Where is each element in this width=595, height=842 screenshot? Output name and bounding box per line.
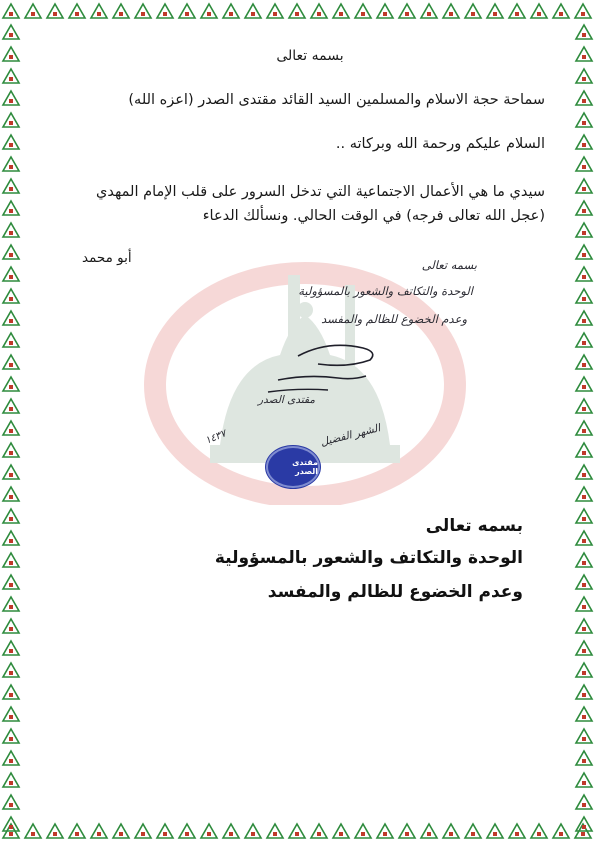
border-motif-dot: [515, 832, 519, 836]
border-motif-dot: [582, 99, 586, 103]
border-motif-dot: [582, 693, 586, 697]
border-motif-dot: [9, 143, 13, 147]
border-motif-dot: [582, 253, 586, 257]
letter-addressee: سماحة حجة الاسلام والمسلمين السيد القائد مقتدى الصدر (اعزه الله): [128, 92, 545, 108]
border-motif-dot: [9, 253, 13, 257]
border-motif-dot: [207, 832, 211, 836]
border-motif-dot: [582, 671, 586, 675]
border-motif-dot: [582, 165, 586, 169]
border-motif-dot: [9, 275, 13, 279]
border-motif-dot: [582, 737, 586, 741]
border-motif-dot: [9, 363, 13, 367]
letter-signature: أبو محمد: [82, 250, 132, 266]
border-motif-dot: [339, 12, 343, 16]
border-motif-dot: [9, 693, 13, 697]
border-motif-dot: [53, 12, 57, 16]
border-motif-dot: [582, 803, 586, 807]
border-top: [0, 0, 595, 22]
border-motif-dot: [317, 12, 321, 16]
border-motif-dot: [251, 832, 255, 836]
border-motif-dot: [383, 12, 387, 16]
border-motif-dot: [229, 12, 233, 16]
border-motif-dot: [9, 561, 13, 565]
border-motif-dot: [207, 12, 211, 16]
letter-body-line-1: سيدي ما هي الأعمال الاجتماعية التي تدخل السرور على قلب الإمام المهدي: [96, 184, 545, 200]
letter-heading: بسمه تعالى: [276, 48, 344, 64]
border-motif-dot: [9, 517, 13, 521]
border-motif-dot: [537, 12, 541, 16]
transcription-line-3: وعدم الخضوع للظالم والمفسد: [267, 582, 523, 602]
border-motif-dot: [75, 12, 79, 16]
border-motif-dot: [75, 832, 79, 836]
border-motif-dot: [141, 832, 145, 836]
border-motif-dot: [493, 832, 497, 836]
border-motif-dot: [582, 583, 586, 587]
border-motif-dot: [582, 825, 586, 829]
border-motif-dot: [582, 517, 586, 521]
border-motif-dot: [185, 12, 189, 16]
handwritten-signer-name: مقتدى الصدر: [258, 394, 315, 406]
border-motif-dot: [582, 781, 586, 785]
border-right: [573, 0, 595, 842]
border-motif-dot: [493, 12, 497, 16]
border-motif-dot: [31, 12, 35, 16]
border-motif-dot: [9, 33, 13, 37]
border-motif-dot: [9, 429, 13, 433]
border-motif-dot: [559, 12, 563, 16]
handwritten-line-1: بسمه تعالى: [421, 258, 477, 272]
letter-greeting: السلام عليكم ورحمة الله وبركاته ..: [335, 136, 545, 152]
border-motif-dot: [9, 781, 13, 785]
border-motif-dot: [9, 649, 13, 653]
transcription-line-1: بسمه تعالى: [425, 516, 523, 536]
border-motif-dot: [9, 605, 13, 609]
border-motif-dot: [97, 12, 101, 16]
border-motif-dot: [9, 99, 13, 103]
border-motif-dot: [582, 715, 586, 719]
border-motif-dot: [582, 319, 586, 323]
border-motif-dot: [9, 77, 13, 81]
border-motif-dot: [295, 832, 299, 836]
border-motif-dot: [9, 55, 13, 59]
border-motif-dot: [317, 832, 321, 836]
border-motif-dot: [9, 627, 13, 631]
border-motif-dot: [582, 209, 586, 213]
border-motif-dot: [141, 12, 145, 16]
border-motif-dot: [273, 12, 277, 16]
border-motif-dot: [471, 832, 475, 836]
border-motif-dot: [295, 12, 299, 16]
border-motif-dot: [582, 759, 586, 763]
border-motif-dot: [273, 832, 277, 836]
border-motif-dot: [97, 832, 101, 836]
border-motif-dot: [582, 121, 586, 125]
border-motif-dot: [582, 363, 586, 367]
border-motif-dot: [9, 165, 13, 169]
border-motif-dot: [582, 231, 586, 235]
border-motif-dot: [53, 832, 57, 836]
border-motif-dot: [582, 451, 586, 455]
border-motif-dot: [163, 12, 167, 16]
border-motif-dot: [9, 231, 13, 235]
transcription-line-2: الوحدة والتكاتف والشعور بالمسؤولية: [214, 548, 523, 568]
border-motif-dot: [471, 12, 475, 16]
border-motif-dot: [9, 187, 13, 191]
border-motif-dot: [582, 143, 586, 147]
border-motif-dot: [427, 12, 431, 16]
border-motif-dot: [9, 737, 13, 741]
border-motif-dot: [9, 473, 13, 477]
border-motif-dot: [119, 832, 123, 836]
border-motif-dot: [9, 121, 13, 125]
border-motif-dot: [582, 55, 586, 59]
border-motif-dot: [9, 319, 13, 323]
border-motif-dot: [251, 12, 255, 16]
border-motif-dot: [582, 649, 586, 653]
border-bottom: [0, 820, 595, 842]
border-motif-dot: [582, 33, 586, 37]
border-motif-dot: [582, 407, 586, 411]
border-motif-dot: [9, 825, 13, 829]
border-motif-dot: [582, 297, 586, 301]
border-motif-dot: [537, 832, 541, 836]
border-motif-dot: [383, 832, 387, 836]
border-motif-dot: [582, 385, 586, 389]
border-motif-dot: [405, 832, 409, 836]
border-motif-dot: [9, 407, 13, 411]
border-motif-dot: [9, 715, 13, 719]
border-motif-dot: [9, 209, 13, 213]
border-motif-dot: [9, 759, 13, 763]
border-motif-dot: [31, 832, 35, 836]
border-motif-dot: [163, 832, 167, 836]
handwritten-signer-title: الشهر الفضيل: [319, 422, 382, 449]
border-motif-dot: [427, 832, 431, 836]
border-motif-dot: [582, 341, 586, 345]
handwritten-line-3: وعدم الخضوع للظالم والمفسد: [321, 312, 467, 326]
border-motif-dot: [582, 495, 586, 499]
border-motif-dot: [582, 77, 586, 81]
border-motif-dot: [582, 429, 586, 433]
border-motif-dot: [582, 627, 586, 631]
border-motif-dot: [9, 495, 13, 499]
border-motif-dot: [9, 803, 13, 807]
border-motif-dot: [582, 539, 586, 543]
border-motif-dot: [9, 671, 13, 675]
border-motif-dot: [9, 583, 13, 587]
border-motif-dot: [582, 561, 586, 565]
border-motif-dot: [582, 605, 586, 609]
border-motif-dot: [449, 832, 453, 836]
border-motif-dot: [582, 187, 586, 191]
border-motif-dot: [185, 832, 189, 836]
letter-body-line-2: (عجل الله تعالى فرجه) في الوقت الحالي. ونسألك الدعاء: [202, 208, 545, 224]
border-motif-dot: [361, 832, 365, 836]
border-motif-dot: [559, 832, 563, 836]
border-motif-dot: [229, 832, 233, 836]
border-motif-dot: [361, 12, 365, 16]
border-motif-dot: [9, 341, 13, 345]
border-motif-dot: [119, 12, 123, 16]
border-motif-dot: [9, 385, 13, 389]
blue-seal-stamp: مقتدى الصدر: [266, 446, 320, 488]
border-motif-dot: [449, 12, 453, 16]
border-motif-dot: [9, 539, 13, 543]
border-motif-dot: [515, 12, 519, 16]
border-motif-dot: [582, 473, 586, 477]
handwritten-date: ١٤٣٧: [203, 428, 228, 447]
border-motif-dot: [339, 832, 343, 836]
border-left: [0, 0, 22, 842]
border-motif-dot: [9, 451, 13, 455]
handwritten-line-2: الوحدة والتكاتف والشعور بالمسؤولية: [298, 284, 473, 298]
border-motif-dot: [582, 275, 586, 279]
border-motif-dot: [9, 297, 13, 301]
border-motif-dot: [405, 12, 409, 16]
